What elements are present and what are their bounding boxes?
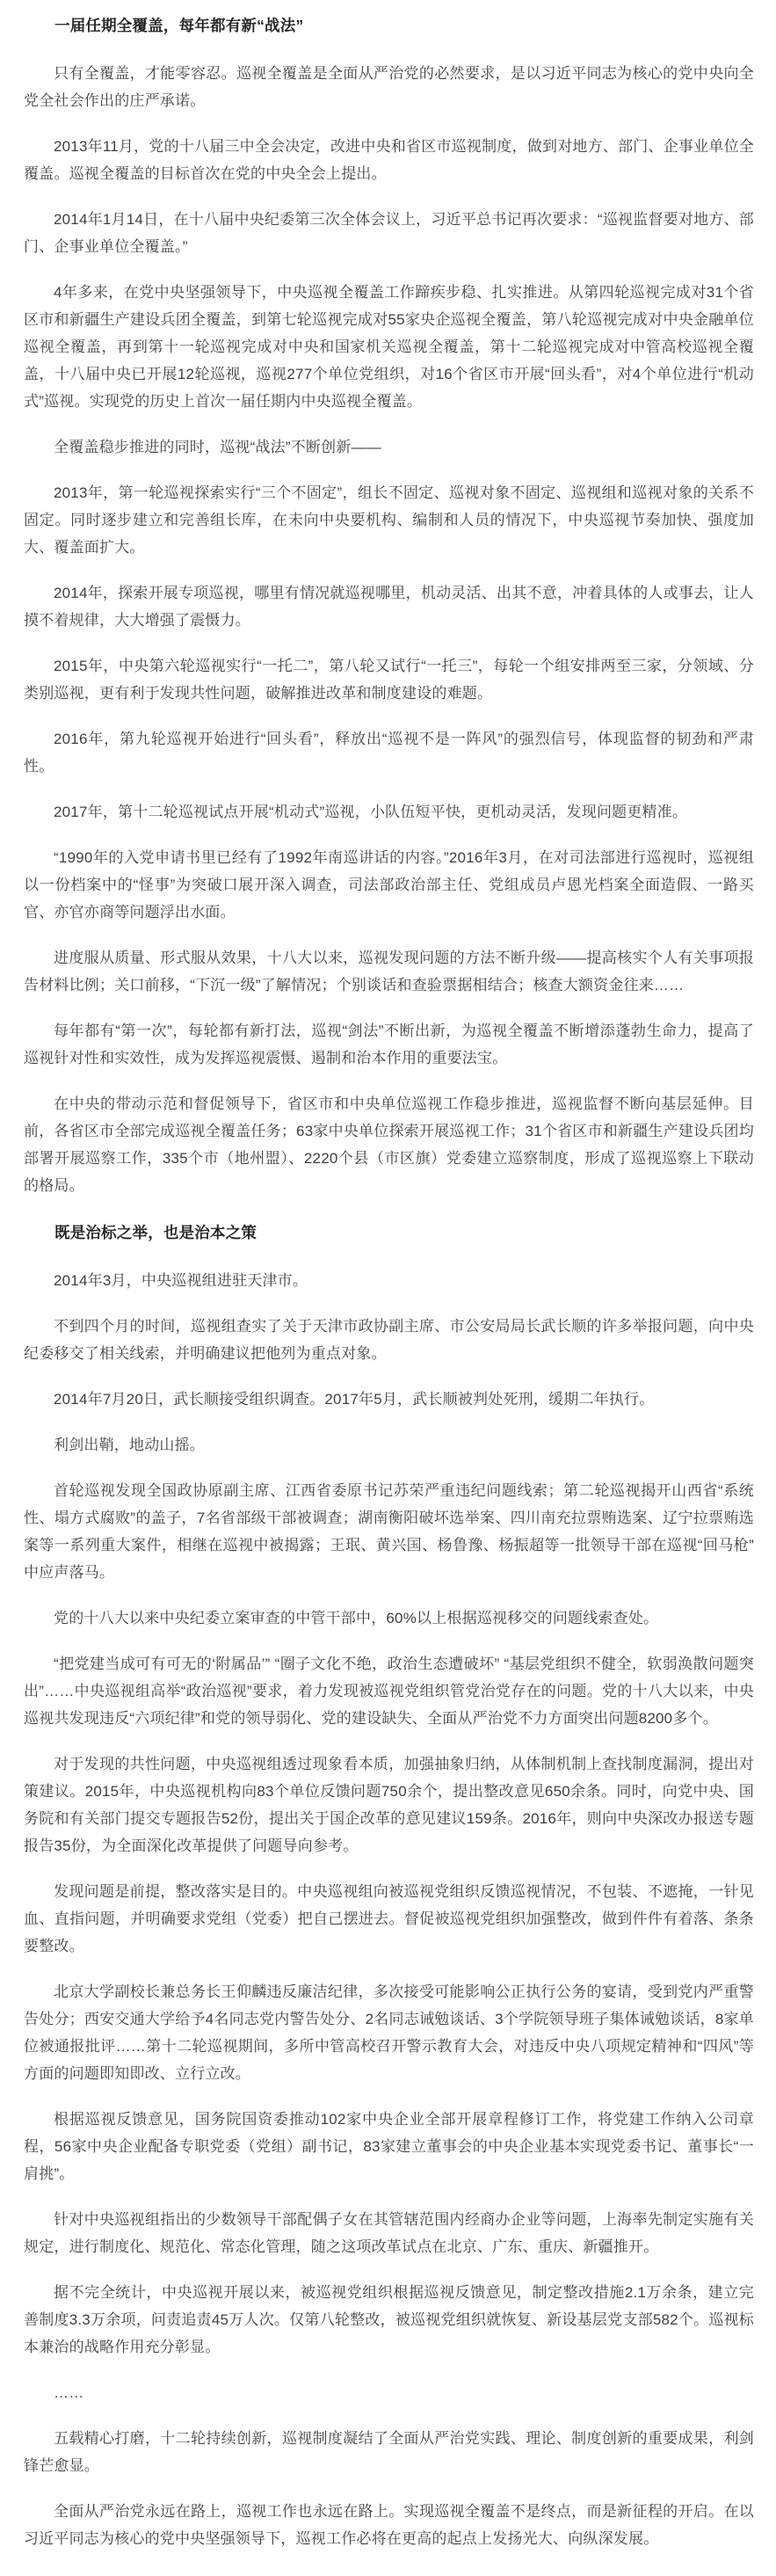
paragraph: 每年都有“第一次”，每轮都有新打法，巡视“剑法”不断出新，为巡视全覆盖不断增添蓬勃生命力，提高了巡视针对性和实效性，成为发挥巡视震慑、遏制和治本作用的重要法宝。 (24, 1022, 754, 1066)
paragraph: 在中央的带动示范和督促领导下，省区市和中央单位巡视工作稳步推进，巡视监督不断向基层延伸。目前，各省区市全部完成巡视全覆盖任务；63家中央单位探索开展巡视工作；31个省区市和新疆生产建设兵团均部署开展巡察工作，335个市（地州盟）、2220个县（市区旗）党委建立巡察制度，形成了巡视巡察上下联动的格局。 (24, 1095, 754, 1194)
paragraph: 2013年，第一轮巡视探索实行“三个不固定”，组长不固定、巡视对象不固定、巡视组和巡视对象的关系不固定。同时逐步建立和完善组长库，在未向中央要机构、编制和人员的情况下，中央巡视节奏加快、强度加大、覆盖面扩大。 (24, 484, 754, 556)
paragraph: 针对中央巡视组指出的少数领导干部配偶子女在其管辖范围内经商办企业等问题，上海率先制定实施有关规定，进行制度化、规范化、常态化管理，随之这项改革试点在北京、广东、重庆、新疆推开。 (24, 2211, 754, 2255)
paragraph: 2015年，中央第六轮巡视实行“一托二”，第八轮又试行“一托三”，每轮一个组安排两至三家，分领域、分类别巡视，更有利于发现共性问题，破解推进改革和制度建设的难题。 (24, 658, 754, 702)
paragraph: 对于发现的共性问题，中央巡视组透过现象看本质，加强抽象归纳，从体制机制上查找制度漏洞，提出对策建议。2015年，中央巡视机构向83个单位反馈问题750余个，提出整改意见650余条。同时，向党中央、国务院和有关部门提交专题报告52份，提出关于国企改革的意见建议159条。2016年，则向中央深改办报送专题报告35份，为全面深化改革提供了问题导向参考。 (24, 1756, 754, 1854)
paragraph: 据不完全统计，中央巡视开展以来，被巡视党组织根据巡视反馈意见，制定整改措施2.1万余条，建立完善制度3.3万余项，问责追责45万人次。仅第八轮整改，被巡视党组织就恢复、新设基层党支部582个。巡视标本兼治的战略作用充分彰显。 (24, 2284, 754, 2355)
paragraph: “1990年的入党申请书里已经有了1992年南巡讲话的内容。”2016年3月，在对司法部进行巡视时，巡视组以一份档案中的“怪事”为突破口展开深入调查，司法部政治部主任、党组成员卢恩光档案全面造假、一路买官、亦官亦商等问题浮出水面。 (24, 849, 754, 921)
paragraph: 根据巡视反馈意见，国务院国资委推动102家中央企业全部开展章程修订工作，将党建工作纳入公司章程，56家中央企业配备专职党委（党组）副书记，83家建立董事会的中央企业基本实现党委书记、董事长“一肩挑”。 (24, 2111, 754, 2182)
paragraph: 全覆盖稳步推进的同时，巡视“战法”不断创新—— (54, 439, 381, 455)
paragraph: 2013年11月，党的十八届三中全会决定，改进中央和省区市巡视制度，做到对地方、部门、企事业单位全覆盖。巡视全覆盖的目标首次在党的中央全会上提出。 (24, 138, 754, 182)
section-heading: 一届任期全覆盖，每年都有新“战法” (54, 17, 304, 34)
paragraph: 首轮巡视发现全国政协原副主席、江西省委原书记苏荣严重违纪问题线索；第二轮巡视揭开山西省“系统性、塌方式腐败”的盖子，7名省部级干部被调查；湖南衡阳破坏选举案、四川南充拉票贿选案、辽宁拉票贿选案等一系列重大案件，相继在巡视中被揭露；王珉、黄兴国、杨鲁豫、杨振超等一批领导干部在巡视“回马枪”中应声落马。 (24, 1482, 754, 1581)
paragraph: “把党建当成可有可无的‘附属品’” “圈子文化不绝，政治生态遭破坏” “基层党组织不健全，软弱涣散问题突出”……中央巡视组高举“政治巡视”要求，着力发现被巡视党组织管党治党存在的问题。党的十八大以来，中央巡视共发现违反“六项纪律”和党的领导弱化、党的建设缺失、全面从严治党不力方面突出问题8200多个。 (24, 1655, 754, 1727)
paragraph: 发现问题是前提，整改落实是目的。中央巡视组向被巡视党组织反馈巡视情况，不包装、不遮掩，一针见血、直指问题，并明确要求党组（党委）把自己摆进去。督促被巡视党组织加强整改，做到件件有着落、条条要整改。 (24, 1883, 754, 1954)
paragraph: 2014年，探索开展专项巡视，哪里有情况就巡视哪里，机动灵活、出其不意，冲着具体的人或事去，让人摸不着规律，大大增强了震慑力。 (24, 585, 754, 629)
paragraph: …… (54, 2384, 84, 2401)
paragraph: 2014年7月20日，武长顺接受组织调查。2017年5月，武长顺被判处死刑，缓期二年执行。 (54, 1391, 655, 1408)
paragraph: 不到四个月的时间，巡视组查实了关于天津市政协副主席、市公安局局长武长顺的许多举报问题，向中央纪委移交了相关线索，并明确建议把他列为重点对象。 (24, 1318, 754, 1362)
paragraph: 利剑出鞘，地动山摇。 (54, 1437, 205, 1453)
section-heading: 既是治标之举，也是治本之策 (54, 1224, 257, 1241)
paragraph: 2017年，第十二轮巡视试点开展“机动式”巡视，小队伍短平快，更机动灵活，发现问题更精准。 (54, 804, 688, 820)
paragraph: 进度服从质量、形式服从效果，十八大以来，巡视发现问题的方法不断升级——提高核实个人有关事项报告材料比例；关口前移，“下沉一级”了解情况；个别谈话和查验票据相结合；核查大额资金往来…… (24, 950, 754, 993)
paragraph: 2014年1月14日，在十八届中央纪委第三次全体会议上，习近平总书记再次要求：“巡视监督要对地方、部门、企事业单位全覆盖。” (24, 211, 754, 255)
paragraph: 北京大学副校长兼总务长王仰麟违反廉洁纪律，多次接受可能影响公正执行公务的宴请，受到党内严重警告处分；西安交通大学给予4名同志党内警告处分、2名同志诫勉谈话、3个学院领导班子集体诫勉谈话，8家单位被通报批评……第十二轮巡视期间，多所中管高校召开警示教育大会，对违反中央八项规定精神和“四风”等方面的问题即知即改、立行立改。 (24, 1983, 754, 2082)
paragraph: 只有全覆盖，才能零容忍。巡视全覆盖是全面从严治党的必然要求，是以习近平同志为核心的党中央向全党全社会作出的庄严承诺。 (24, 65, 754, 109)
paragraph: 党的十八大以来中央纪委立案审查的中管干部中，60%以上根据巡视移交的问题线索查处。 (54, 1610, 659, 1626)
paragraph: 2016年，第九轮巡视开始进行“回头看”，释放出“巡视不是一阵风”的强烈信号，体现监督的韧劲和严肃性。 (24, 731, 754, 775)
paragraph: 五载精心打磨，十二轮持续创新，巡视制度凝结了全面从严治党实践、理论、制度创新的重要成果，利剑锋芒愈显。 (24, 2430, 754, 2474)
paragraph: 4年多来，在党中央坚强领导下，中央巡视全覆盖工作蹄疾步稳、扎实推进。从第四轮巡视完成对31个省区市和新疆生产建设兵团全覆盖，到第七轮巡视完成对55家央企巡视全覆盖，第八轮巡视完成对中央金融单位巡视全覆盖，再到第十一轮巡视完成对中央和国家机关巡视全覆盖，第十二轮巡视完成对中管高校巡视全覆盖，十八届中央已开展12轮巡视，巡视277个单位党组织，对16个省区市开展“回头看”，对4个单位进行“机动式”巡视。实现党的历史上首次一届任期内中央巡视全覆盖。 (24, 284, 754, 410)
paragraph: 全面从严治党永远在路上，巡视工作也永远在路上。实现巡视全覆盖不是终点，而是新征程的开启。在以习近平同志为核心的党中央坚强领导下，巡视工作必将在更高的起点上发扬光大、向纵深发展。 (24, 2503, 754, 2547)
paragraph: 2014年3月，中央巡视组进驻天津市。 (54, 1272, 308, 1289)
